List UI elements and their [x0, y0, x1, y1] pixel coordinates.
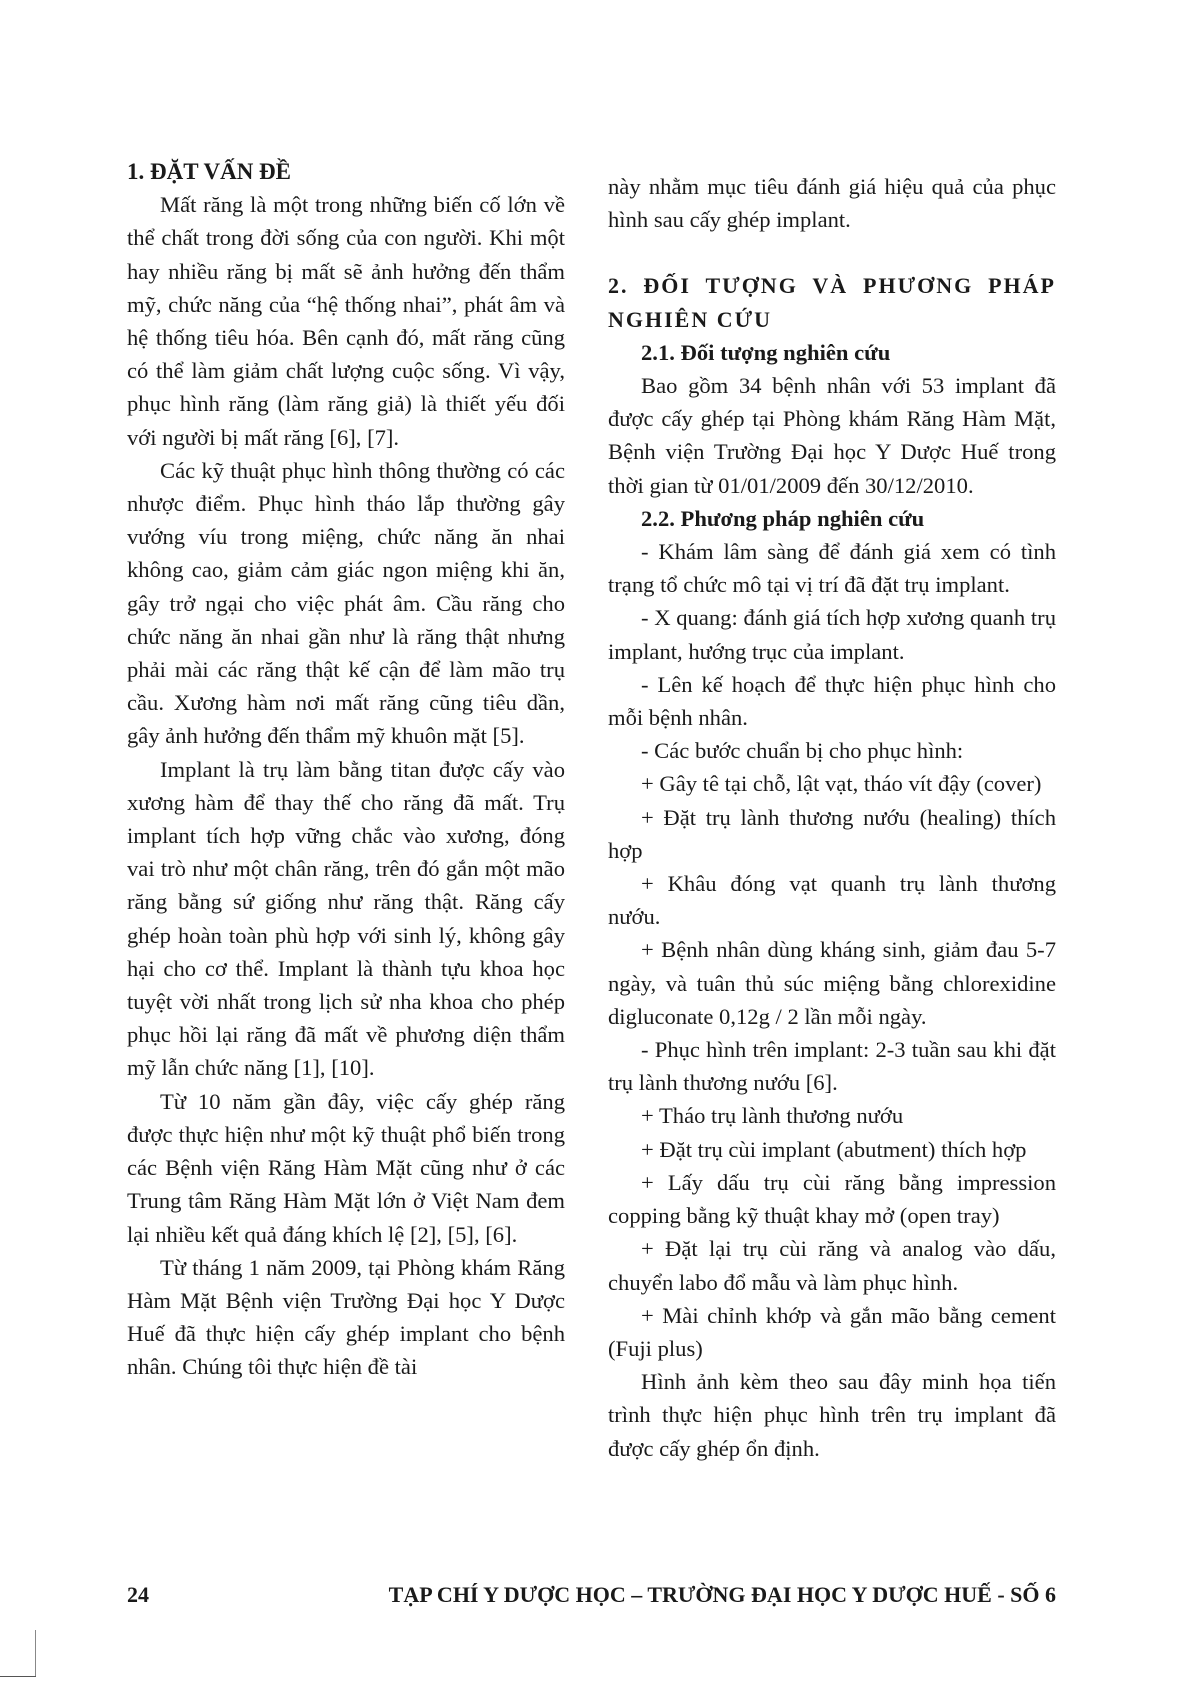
- method-item: + Gây tê tại chỗ, lật vạt, tháo vít đậy (cover): [641, 771, 1042, 797]
- page-footer: [127, 1582, 1056, 1616]
- subsection-2-1-text: Bao gồm 34 bệnh nhân với 53 implant đã được cấy ghép tại Phòng khám Răng Hàm Mặt, Bệnh viện Trường Đại học Y Dược Huế trong thời gian từ 01/01/2009 đến 30/12/2010.: [608, 373, 1056, 498]
- paragraph-4: Từ 10 năm gần đây, việc cấy ghép răng được thực hiện như một kỹ thuật phổ biến trong các Bệnh viện Răng Hàm Mặt cũng như ở các Trung tâm Răng Hàm Mặt lớn ở Việt Nam đem lại nhiều kết quả đáng khích lệ [2], [5], [6].: [127, 1088, 565, 1247]
- method-item: + Mài chỉnh khớp và gắn mão bằng cement (Fuji plus): [608, 1302, 1056, 1361]
- method-item: + Đặt trụ cùi implant (abutment) thích hợp: [641, 1136, 1027, 1162]
- section-2-heading: 2. ĐỐI TƯỢNG VÀ PHƯƠNG PHÁP NGHIÊN CỨU: [608, 273, 1056, 332]
- subsection-2-2-heading: 2.2. Phương pháp nghiên cứu: [641, 505, 925, 531]
- method-item: + Tháo trụ lành thương nướu: [641, 1103, 904, 1129]
- method-item: + Lấy dấu trụ cùi răng bằng impression copping bằng kỹ thuật khay mở (open tray): [608, 1169, 1056, 1229]
- paragraph-5: Từ tháng 1 năm 2009, tại Phòng khám Răng Hàm Mặt Bệnh viện Trường Đại học Y Dược Huế đã thực hiện cấy ghép implant cho bệnh nhân. Chúng tôi thực hiện đề tài: [127, 1254, 565, 1380]
- method-item: + Đặt trụ lành thương nướu (healing) thích hợp: [608, 804, 1056, 863]
- method-item: - X quang: đánh giá tích hợp xương quanh trụ implant, hướng trục của implant.: [608, 605, 1056, 664]
- journal-title: TẠP CHÍ Y DƯỢC HỌC – TRƯỜNG ĐẠI HỌC Y DƯỢC HUẾ - SỐ 6: [388, 1582, 1056, 1607]
- method-item: + Bệnh nhân dùng kháng sinh, giảm đau 5-7 ngày, và tuân thủ súc miệng bằng chlorexidine digluconate 0,12g / 2 lần mỗi ngày.: [608, 937, 1056, 1029]
- method-item: + Đặt lại trụ cùi răng và analog vào dấu, chuyển labo đổ mẫu và làm phục hình.: [608, 1236, 1056, 1295]
- method-item: - Các bước chuẩn bị cho phục hình:: [641, 738, 964, 764]
- left-column: [127, 155, 565, 1384]
- method-item: - Phục hình trên implant: 2-3 tuần sau khi đặt trụ lành thương nướu [6].: [608, 1037, 1056, 1096]
- method-item: - Lên kế hoạch để thực hiện phục hình cho mỗi bệnh nhân.: [608, 671, 1056, 731]
- paragraph-2: Các kỹ thuật phục hình thông thường có các nhược điểm. Phục hình tháo lắp thường gây vướng víu trong miệng, chức năng ăn nhai không cao, giảm cảm giác ngon miệng khi ăn, gây trở ngại cho việc phát âm. Cầu răng cho chức năng ăn nhai gần như là răng thật nhưng phải mài các răng thật kế cận để làm mão trụ cầu. Xương hàm nơi mất răng cũng tiêu dần, gây ảnh hưởng đến thẩm mỹ khuôn mặt [5].: [127, 457, 565, 749]
- subsection-2-1-heading: 2.1. Đối tượng nghiên cứu: [641, 339, 891, 365]
- paragraph-3: Implant là trụ làm bằng titan được cấy vào xương hàm để thay thế cho răng đã mất. Trụ implant tích hợp vững chắc vào xương, đóng vai trò như một chân răng, trên đó gắn một mão răng bằng sứ giống như răng thật. Răng cấy ghép hoàn toàn phù hợp với sinh lý, không gây hại cho cơ thể. Implant là thành tựu khoa học tuyệt vời nhất trong lịch sử nha khoa cho phép phục hồi lại răng đã mất về phương diện thẩm mỹ lẫn chức năng [1], [10].: [127, 756, 565, 1081]
- page-number: 24: [127, 1582, 149, 1607]
- method-item: + Khâu đóng vạt quanh trụ lành thương nướu.: [608, 871, 1056, 930]
- scan-edge-mark: [0, 1676, 36, 1677]
- right-column: [608, 170, 1056, 1465]
- method-item: - Khám lâm sàng để đánh giá xem có tình trạng tổ chức mô tại vị trí đã đặt trụ implant.: [608, 539, 1056, 598]
- continuation-paragraph: này nhằm mục tiêu đánh giá hiệu quả của phục hình sau cấy ghép implant.: [608, 174, 1056, 233]
- paragraph-1: Mất răng là một trong những biến cố lớn về thể chất trong đời sống của con người. Khi một hay nhiều răng bị mất sẽ ảnh hưởng đến thẩm mỹ, chức năng của “hệ thống nhai”, phát âm và hệ thống tiêu hóa. Bên cạnh đó, mất răng cũng có thể làm giảm chất lượng cuộc sống. Vì vậy, phục hình răng (làm răng giả) là thiết yếu đối với người bị mất răng [6], [7].: [127, 192, 565, 450]
- section-1-heading: 1. ĐẶT VẤN ĐỀ: [127, 159, 292, 184]
- closing-paragraph: Hình ảnh kèm theo sau đây minh họa tiến trình thực hiện phục hình trên trụ implant đã được cấy ghép ổn định.: [608, 1369, 1056, 1461]
- scan-edge-mark: [35, 1630, 36, 1676]
